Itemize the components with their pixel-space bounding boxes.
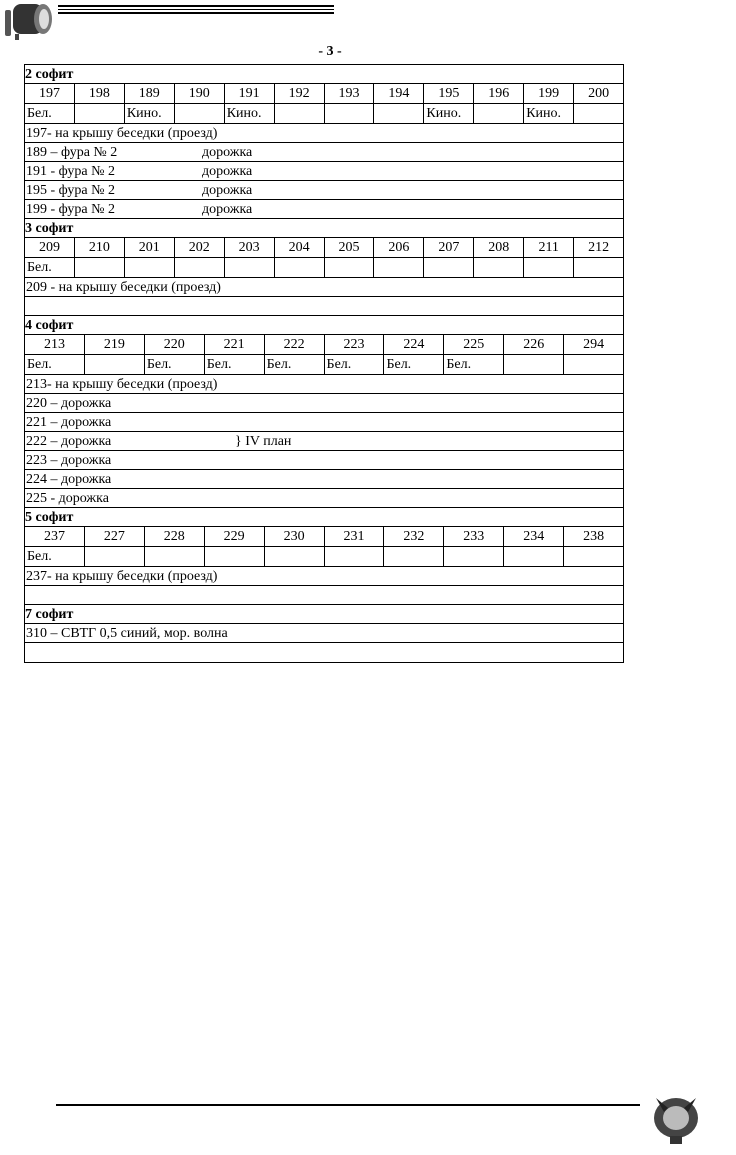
- note-detail: дорожка: [202, 145, 253, 160]
- fixture-number: 224: [384, 335, 444, 354]
- lighting-sheet-table: [24, 64, 624, 663]
- blank-row: [25, 586, 623, 605]
- fixture-number: 228: [145, 527, 205, 546]
- fixture-number: 219: [85, 335, 145, 354]
- fixture-number: 190: [175, 84, 225, 103]
- note-row: [25, 162, 623, 181]
- spotlight-logo-icon: [646, 1090, 702, 1146]
- fixture-number: 198: [75, 84, 125, 103]
- note-text: 189 – фура № 2: [26, 145, 118, 160]
- fixture-number: 222: [265, 335, 325, 354]
- fixture-type: Бел.: [444, 355, 504, 374]
- note-text: 213- на крышу беседки (проезд): [26, 377, 218, 392]
- blank-row: [25, 643, 623, 662]
- fixture-type: [125, 258, 175, 277]
- fixture-number: 231: [325, 527, 385, 546]
- fixture-number: 238: [583, 529, 605, 544]
- fixture-number: 207: [424, 238, 474, 257]
- section-title: 2 софит: [25, 65, 623, 84]
- fixture-number: 201: [125, 238, 175, 257]
- fixture-type: [564, 547, 623, 566]
- note-row: [25, 394, 623, 413]
- fixture-type: Бел.: [25, 104, 75, 123]
- fixture-type: [85, 547, 145, 566]
- fixture-type-row: [25, 547, 623, 567]
- fixture-number: 294: [583, 337, 605, 352]
- fixture-number: 193: [325, 84, 375, 103]
- fixture-number: 225: [444, 335, 504, 354]
- fixture-type: Бел.: [265, 355, 325, 374]
- fixture-number: 210: [75, 238, 125, 257]
- fixture-type: [225, 258, 275, 277]
- fixture-type: [564, 355, 623, 374]
- note-detail: дорожка: [202, 164, 253, 179]
- note-row: [25, 278, 623, 297]
- fixture-type: [265, 547, 325, 566]
- section-title: 4 софит: [25, 316, 623, 335]
- fixture-number-row: [25, 527, 623, 547]
- fixture-number: 196: [474, 84, 524, 103]
- fixture-number: 191: [225, 84, 275, 103]
- fixture-number: 220: [145, 335, 205, 354]
- spotlight-logo-icon: [3, 0, 55, 40]
- fixture-number: 223: [325, 335, 385, 354]
- note-text: 224 – дорожка: [26, 472, 112, 487]
- fixture-number: 230: [265, 527, 325, 546]
- fixture-number: 227: [85, 527, 145, 546]
- fixture-number-row: [25, 84, 623, 104]
- fixture-number: 197: [25, 84, 75, 103]
- fixture-type: Кино.: [225, 104, 275, 123]
- note-text: 195 - фура № 2: [26, 183, 115, 198]
- fixture-number: 229: [205, 527, 265, 546]
- footer-rule: [56, 1104, 640, 1106]
- note-text: 209 - на крышу беседки (проезд): [26, 280, 221, 295]
- fixture-type: [275, 104, 325, 123]
- section-title: 7 софит: [25, 605, 623, 624]
- fixture-number: 211: [524, 238, 574, 257]
- fixture-number-row: [25, 238, 623, 258]
- note-detail: дорожка: [202, 202, 253, 217]
- fixture-number: 232: [384, 527, 444, 546]
- fixture-number: 234: [504, 527, 564, 546]
- note-row: [25, 489, 623, 508]
- fixture-type: [444, 547, 504, 566]
- note-row: [25, 124, 623, 143]
- fixture-type: [325, 258, 375, 277]
- fixture-type: [175, 104, 225, 123]
- fixture-type: Бел.: [145, 355, 205, 374]
- note-row: [25, 200, 623, 219]
- note-row: [25, 181, 623, 200]
- fixture-type: Кино.: [125, 104, 175, 123]
- fixture-type: [474, 104, 524, 123]
- note-text: 225 - дорожка: [26, 491, 109, 506]
- fixture-type: [325, 547, 385, 566]
- note-text: 220 – дорожка: [26, 396, 112, 411]
- fixture-type-row: [25, 258, 623, 278]
- fixture-type: [524, 258, 574, 277]
- blank-row: [25, 297, 623, 316]
- note-text: 199 - фура № 2: [26, 202, 115, 217]
- fixture-type: [374, 104, 424, 123]
- note-text: 197- на крышу беседки (проезд): [26, 126, 218, 141]
- fixture-type: [275, 258, 325, 277]
- fixture-number: 206: [374, 238, 424, 257]
- fixture-number: 204: [275, 238, 325, 257]
- fixture-type: [474, 258, 524, 277]
- fixture-type: Кино.: [524, 104, 574, 123]
- note-row: [25, 567, 623, 586]
- fixture-number: 200: [588, 86, 610, 101]
- fixture-type: [325, 104, 375, 123]
- note-text: 223 – дорожка: [26, 453, 112, 468]
- note-row: [25, 143, 623, 162]
- fixture-number: 192: [275, 84, 325, 103]
- fixture-type: [85, 355, 145, 374]
- fixture-number: 202: [175, 238, 225, 257]
- fixture-number: 189: [125, 84, 175, 103]
- fixture-type: Бел.: [205, 355, 265, 374]
- fixture-number: 199: [524, 84, 574, 103]
- note-detail: дорожка: [202, 183, 253, 198]
- fixture-type: Бел.: [25, 355, 85, 374]
- fixture-number: 203: [225, 238, 275, 257]
- fixture-number: 195: [424, 84, 474, 103]
- fixture-number: 233: [444, 527, 504, 546]
- fixture-number: 209: [25, 238, 75, 257]
- fixture-number-row: [25, 335, 623, 355]
- fixture-type: [374, 258, 424, 277]
- fixture-type-row: [25, 104, 623, 124]
- fixture-number: 194: [374, 84, 424, 103]
- fixture-type: [574, 258, 623, 277]
- fixture-type: [424, 258, 474, 277]
- header-rules: [58, 5, 334, 16]
- fixture-type: [574, 104, 623, 123]
- fixture-number: 212: [588, 240, 610, 255]
- fixture-type-row: [25, 355, 623, 375]
- fixture-type: [384, 547, 444, 566]
- fixture-number: 208: [474, 238, 524, 257]
- fixture-type: Бел.: [325, 355, 385, 374]
- note-text: 222 – дорожка: [26, 434, 112, 449]
- note-row: [25, 470, 623, 489]
- page-number: - 3 -: [318, 44, 342, 59]
- section-title: 3 софит: [25, 219, 623, 238]
- fixture-type: Кино.: [424, 104, 474, 123]
- note-row: [25, 432, 623, 451]
- fixture-number: 205: [325, 238, 375, 257]
- note-row: [25, 451, 623, 470]
- note-row: [25, 413, 623, 432]
- fixture-type: [504, 355, 564, 374]
- fixture-number: 213: [25, 335, 85, 354]
- note-text: 237- на крышу беседки (проезд): [26, 569, 218, 584]
- fixture-type: [205, 547, 265, 566]
- note-text: 310 – СВТГ 0,5 синий, мор. волна: [26, 626, 228, 641]
- fixture-type: [504, 547, 564, 566]
- fixture-type: Бел.: [25, 547, 85, 566]
- note-row: [25, 375, 623, 394]
- fixture-type: Бел.: [25, 258, 75, 277]
- fixture-type: [75, 104, 125, 123]
- note-row: [25, 624, 623, 643]
- fixture-type: [145, 547, 205, 566]
- note-detail: } IV план: [235, 434, 292, 449]
- fixture-number: 237: [25, 527, 85, 546]
- fixture-type: Бел.: [384, 355, 444, 374]
- fixture-number: 226: [504, 335, 564, 354]
- fixture-type: [75, 258, 125, 277]
- section-title: 5 софит: [25, 508, 623, 527]
- fixture-number: 221: [205, 335, 265, 354]
- note-text: 191 - фура № 2: [26, 164, 115, 179]
- note-text: 221 – дорожка: [26, 415, 112, 430]
- fixture-type: [175, 258, 225, 277]
